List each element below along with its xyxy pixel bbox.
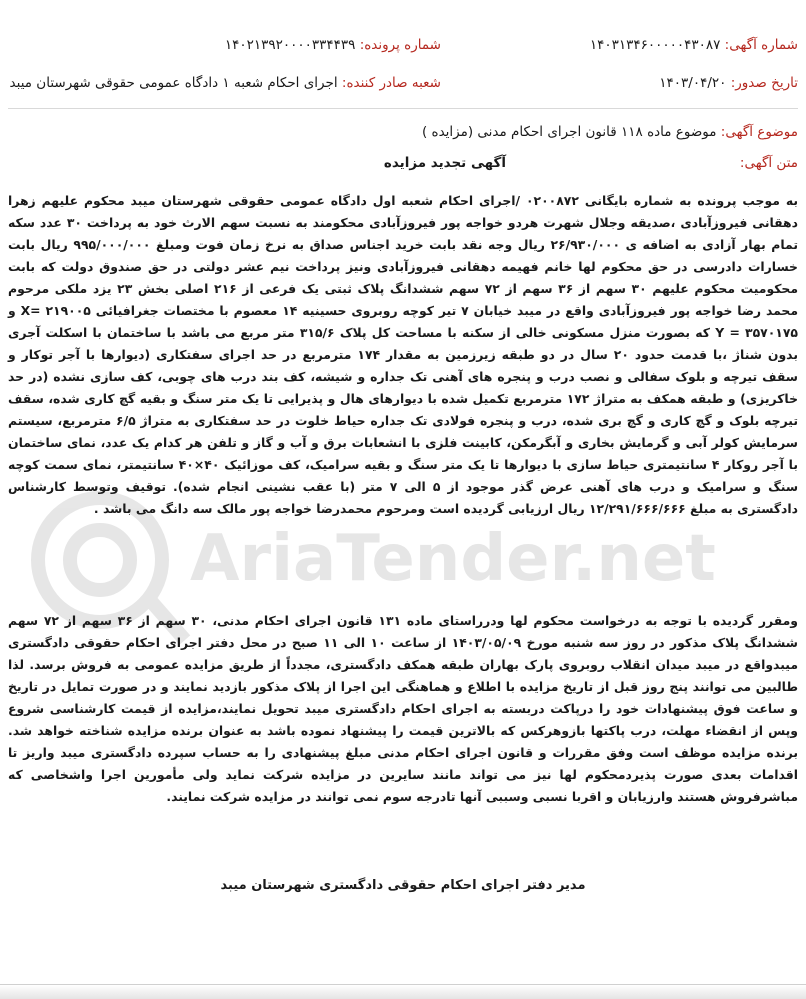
notice-number	[590, 37, 798, 53]
subject-label: موضوع آگهی:	[720, 124, 798, 140]
case-number	[225, 37, 441, 53]
issue-date-label: تاریخ صدور:	[730, 75, 798, 91]
notice-number-value: ۱۴۰۳۱۳۴۶۰۰۰۰۰۴۳۰۸۷	[589, 37, 721, 53]
notice-paragraph-2: ومقرر گردیده با توجه به درخواست محکوم لها ودرراستای ماده ۱۳۱ قانون اجرای احکام مدنی، ۳۰ سهم از ۳۶ سهم از ۷۲ سهم ششدانگ پلاک مذکور در روز سه شنبه مورخ ۱۴۰۳/۰۵/۰۹ از ساعت ۱۰ الی ۱۱ صبح در محل دفتر اجرای احکام حقوقی دادگستری میبدواقع در میبد میدان انقلاب روبروی پارک بهاران طبقه همکف دادگستری، مجدداً از طریق مزایده عمومی به فروش برسد. لذا طالبین می توانند پنج روز قبل از تاریخ مزایده با اطلاع و هماهنگی این اجرا از پلاک مذکور بازدید نمایند و در صورت تمایل در تاریخ و ساعت فوق پیشنهادات خود را درپاکت دربسته به اجرای احکام دادگستری میبد تحویل نمایند،مزایده از قیمت کارشناسی شروع وپس از انقضاء مهلت، درب پاکتها بازوهرکس که بالاترین قیمت را پیشنهاد نموده باشد به عنوان برنده مزایده شناخته خواهد شد. برنده مزایده موظف است وفق مقررات و قانون اجرای احکام مدنی مبلغ پیشنهادی را به حساب سپرده دادگستری میبد واریز تا اقدامات بعدی صورت پذیردمحکوم لها نیز می تواند مانند سایرین در مزایده شرکت نماید ولی مأمورین اجرا واشخاصی که مباشرفروش هستند وارزیابان و اقربا نسبی وسببی آنها تادرجه سوم نمی توانند در مزایده شرکت نمایند.	[8, 613, 798, 804]
case-number-label: شماره پرونده:	[359, 37, 441, 53]
notice-title: آگهی تجدید مزایده	[383, 155, 506, 171]
page-bottom-edge	[0, 984, 806, 999]
issuing-branch-value: اجرای احکام شعبه ۱ دادگاه عمومی حقوقی شهرستان میبد	[9, 75, 338, 91]
watermark-text: AriaTender.net	[190, 522, 716, 596]
issue-date	[659, 75, 798, 91]
body-label: متن آگهی:	[739, 155, 798, 171]
signature-line: مدیر دفتر اجرای احکام حقوقی دادگستری شهرستان میبد	[220, 878, 586, 893]
header-divider	[8, 108, 798, 109]
issue-date-value: ۱۴۰۳/۰۴/۲۰	[659, 75, 727, 91]
notice-subject	[422, 124, 798, 140]
case-number-value: ۱۴۰۲۱۳۹۲۰۰۰۰۳۳۴۴۳۹	[224, 37, 356, 53]
subject-value: موضوع ماده ۱۱۸ قانون اجرای احکام مدنی (مزایده )	[421, 124, 717, 140]
notice-number-label: شماره آگهی:	[724, 37, 798, 53]
issuing-branch	[10, 75, 441, 91]
notice-paragraph-1: به موجب پرونده به شماره بایگانی ۰۲۰۰۸۷۲ /اجرای احکام شعبه اول دادگاه عمومی حقوقی شهرستان میبد محکوم علیهم زهرا دهقانی فیروزآبادی ،صدیقه وجلال شهرت هردو خواجه پور فیروزآبادی محکومند به نسبت سهم الارث خود به پرداخت ۳۰ عدد سکه تمام بهار آزادی به اضافه ی ۲۶/۹۳۰/۰۰۰ ریال وجه نقد بابت خرید اجناس صداق به نرخ زمان فوت ومبلغ ۹۹۵/۰۰۰/۰۰۰ ریال بابت خسارات دادرسی در حق محکوم لها خانم فهیمه دهقانی فیروزآبادی ونیز پرداخت نیم عشر دولتی در حق صندوق دولت که بابت محکومیت محکوم علیهم ۳۰ سهم از ۳۶ سهم از ۷۲ سهم ششدانگ پلاک ثبتی یک فرعی از ۲۱۶ اصلی بخش ۲۳ یزد ملکی مرحوم محمد رضا خواجه پور فیروزآبادی واقع در میبد خیابان ۷ تیر کوچه روبروی حسینیه ۱۴ معصوم با مختصات جغرافیائی ۲۱۹۰۰۵ =X و ۳۵۷۰۱۷۵ = Y که بصورت منزل مسکونی خالی از سکنه با مساحت کل پلاک ۳۱۵/۶ متر مربع می باشد با ساختمان با اسکلت آجری بدون شناژ ،با قدمت حدود ۲۰ سال در دو طبقه زیرزمین به مقدار ۱۷۴ مترمربع در حد اجرای سفتکاری (دیوارها با آجر توکار و سقف تیرچه و بلوک سفالی و نصب درب و پنجره های آهنی تک جداره و شیشه، کف بند درب های چوبی، کف سازی نشده (در حد خاکریزی) و طبقه همکف به متراژ ۱۷۲ مترمربع تکمیل شده با دیوارهای هال و پذیرایی تا یک متر سنگ و بقیه گچ کاری شده، سقف تیرچه بلوک و گچ کاری و گچ بری شده، درب و پنجره فولادی تک جداره حیاط خلوت در حد سفتکاری به متراژ ۶/۵ مترمربع، سیستم سرمایش کولر آبی و گرمایش بخاری و آبگرمکن، کابینت فلزی با انشعابات برق و آب و گاز و تلفن هر کدام یک عدد، نمای ساختمان با آجر روکار ۴ سانتیمتری حیاط سازی با دیوارها تا یک متر سنگ و بقیه سرامیک، کف موزائیک ۴۰×۴۰ سانتیمتر، نمای سمت کوچه سنگ و سرامیک و درب های آهنی عرض گذر موجود از ۵ الی ۷ متر (با عقب نشینی انجام شده). توقیف وتوسط کارشناس دادگستری به مبلغ ۱۲/۲۹۱/۶۶۶/۶۶۶ ریال ارزیابی گردیده است ومرحوم محمدرضا خواجه پور مالک سه دانگ می باشد .	[8, 193, 799, 516]
issuing-branch-label: شعبه صادر کننده:	[341, 75, 441, 91]
